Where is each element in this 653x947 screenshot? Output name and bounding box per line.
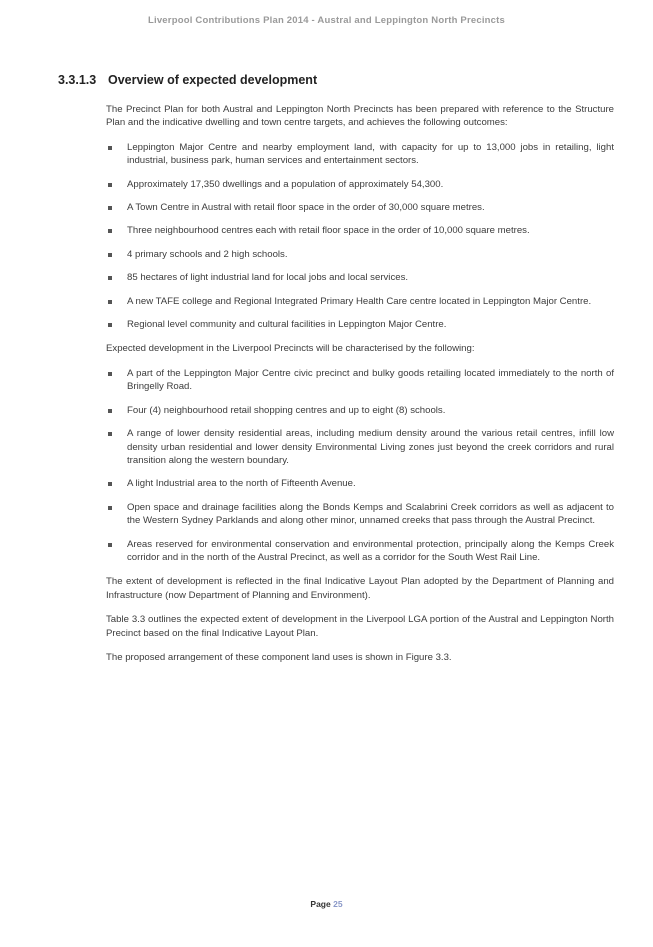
closing-paragraph: The proposed arrangement of these component land uses is shown in Figure 3.3. (106, 651, 452, 663)
expected-list (106, 367, 614, 564)
list-item: A range of lower density residential areas, including medium density around the various retail centres, infill low density urban residential and lower density Environmental Living zones just beyond the creek corridors and rural transition along the western boundary. (106, 427, 614, 467)
list-item: A Town Centre in Austral with retail floor space in the order of 30,000 square metres. (106, 201, 614, 214)
page-footer (0, 899, 653, 909)
section-title: Overview of expected development (108, 73, 318, 87)
document-body (106, 103, 614, 675)
section-number: 3.3.1.3 (58, 73, 97, 87)
expected-intro-paragraph: Expected development in the Liverpool Precincts will be characterised by the following: (106, 343, 475, 355)
section-heading (58, 73, 317, 87)
closing-paragraph: Table 3.3 outlines the expected extent of development in the Liverpool LGA portion of the Austral and Leppington North Precinct based on the final Indicative Layout Plan. (106, 614, 614, 639)
list-item: Regional level community and cultural facilities in Leppington Major Centre. (106, 318, 614, 331)
page-number: 25 (333, 899, 343, 909)
page-label: Page (310, 899, 331, 909)
outcomes-list (106, 141, 614, 332)
intro-paragraph: The Precinct Plan for both Austral and Leppington North Precincts has been prepared with reference to the Structure Plan and the indicative dwelling and town centre targets, and achieves the following outcomes: (106, 104, 614, 129)
list-item: Three neighbourhood centres each with retail floor space in the order of 10,000 square metres. (106, 224, 614, 237)
closing-paragraph: The extent of development is reflected in the final Indicative Layout Plan adopted by the Department of Planning and Infrastructure (now Department of Planning and Environment). (106, 576, 614, 601)
list-item: Open space and drainage facilities along the Bonds Kemps and Scalabrini Creek corridors as well as adjacent to the Western Sydney Parklands and along other minor, unnamed creeks that pass through the Austral Precinct. (106, 501, 614, 528)
list-item: Areas reserved for environmental conservation and environmental protection, principally along the Kemps Creek corridor and in the north of the Austral Precinct, as well as a corridor for the South West Rail Line. (106, 538, 614, 565)
list-item: A part of the Leppington Major Centre civic precinct and bulky goods retailing located immediately to the north of Bringelly Road. (106, 367, 614, 394)
list-item: Leppington Major Centre and nearby employment land, with capacity for up to 13,000 jobs in retailing, light industrial, business park, human services and entertainment sectors. (106, 141, 614, 168)
list-item: 85 hectares of light industrial land for local jobs and local services. (106, 271, 614, 284)
list-item: 4 primary schools and 2 high schools. (106, 248, 614, 261)
running-header: Liverpool Contributions Plan 2014 - Austral and Leppington North Precincts (147, 15, 505, 26)
list-item: Approximately 17,350 dwellings and a population of approximately 54,300. (106, 178, 614, 191)
list-item: A light Industrial area to the north of Fifteenth Avenue. (106, 477, 614, 490)
list-item: Four (4) neighbourhood retail shopping centres and up to eight (8) schools. (106, 404, 614, 417)
list-item: A new TAFE college and Regional Integrated Primary Health Care centre located in Leppington Major Centre. (106, 295, 614, 308)
